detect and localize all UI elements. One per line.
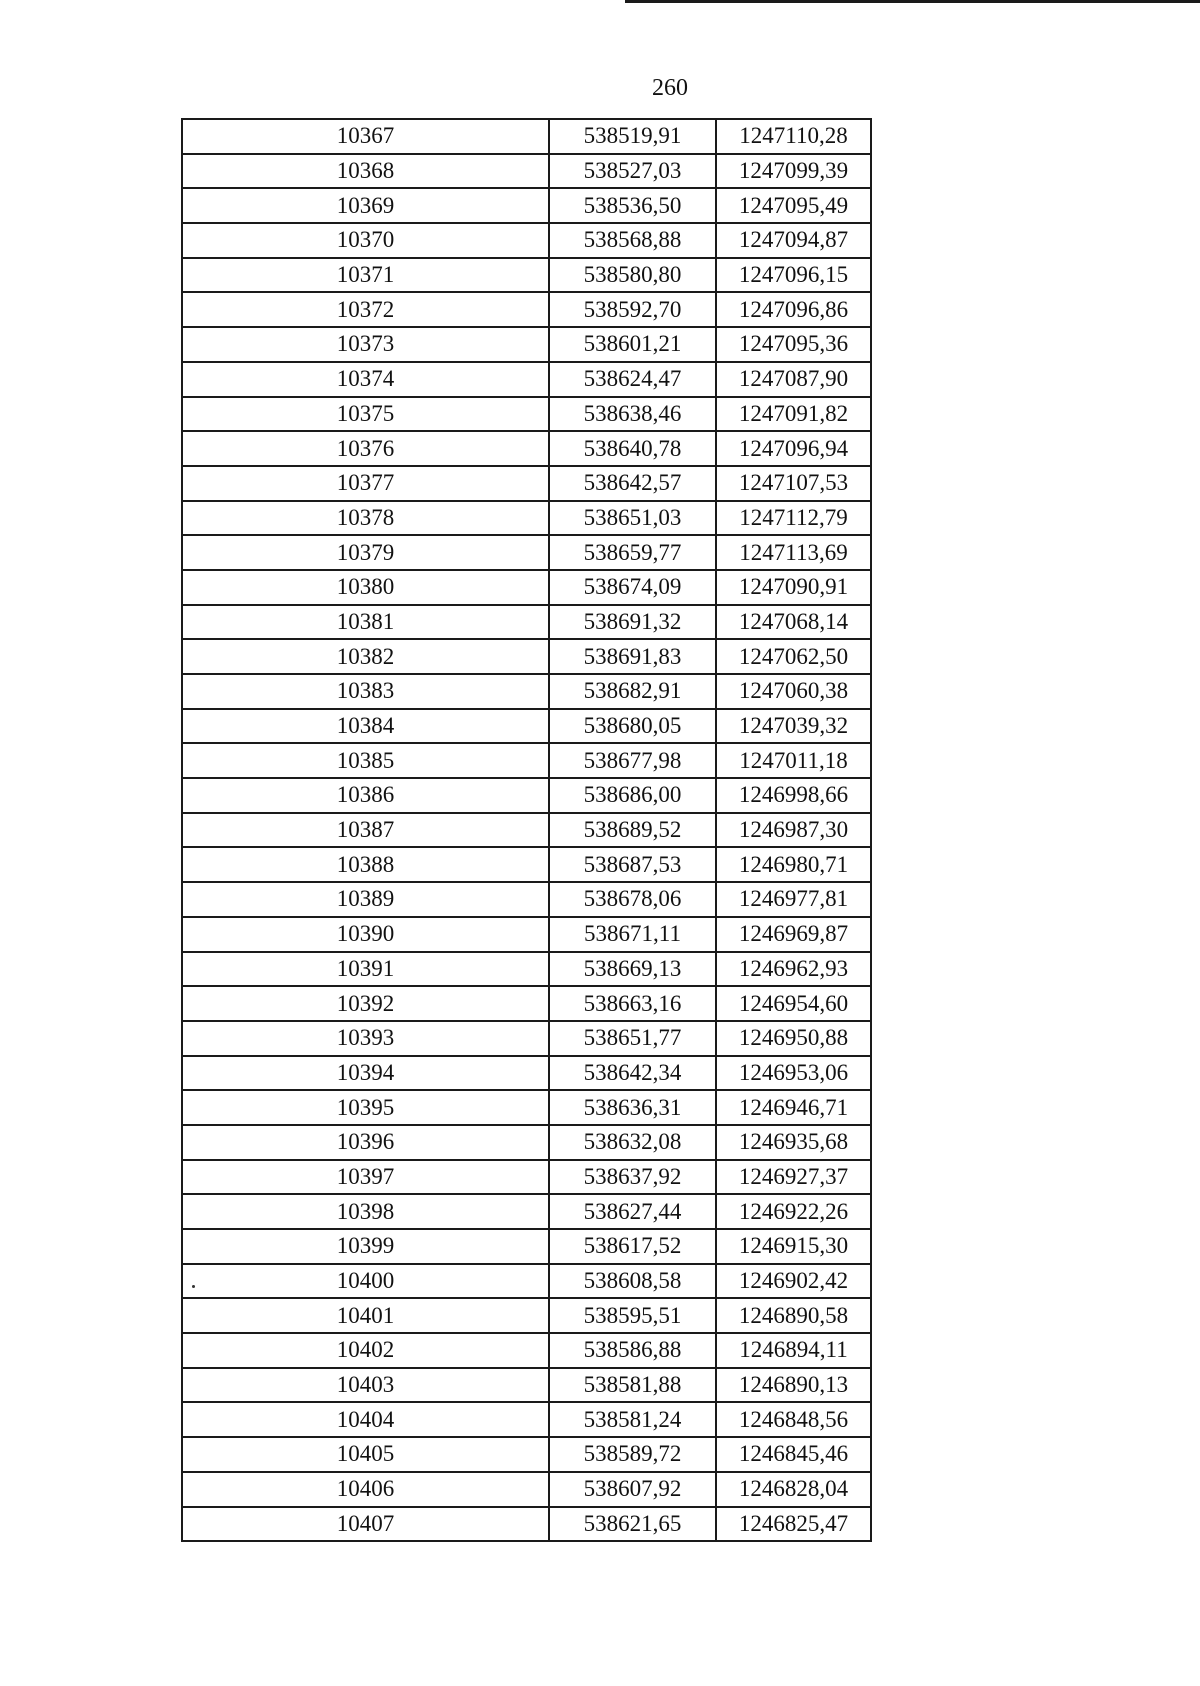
table-row — [182, 1160, 871, 1195]
x-coordinate-cell: 538568,88 — [549, 223, 716, 258]
table-body — [182, 119, 871, 1541]
y-coordinate-cell: 1246825,47 — [716, 1507, 871, 1542]
point-number-cell: 10406 — [182, 1472, 549, 1507]
point-number-cell: 10385 — [182, 743, 549, 778]
x-coordinate-cell: 538640,78 — [549, 431, 716, 466]
y-coordinate-cell: 1246935,68 — [716, 1125, 871, 1160]
y-coordinate-cell: 1247110,28 — [716, 119, 871, 154]
x-coordinate-cell: 538601,21 — [549, 327, 716, 362]
point-number-cell: 10403 — [182, 1368, 549, 1403]
x-coordinate-cell: 538527,03 — [549, 154, 716, 189]
point-number-cell: 10383 — [182, 674, 549, 709]
point-number-cell: 10397 — [182, 1160, 549, 1195]
table-row — [182, 397, 871, 432]
point-number-cell: 10388 — [182, 847, 549, 882]
y-coordinate-cell: 1247096,15 — [716, 258, 871, 293]
table-row — [182, 1472, 871, 1507]
table-row — [182, 986, 871, 1021]
y-coordinate-cell: 1247062,50 — [716, 639, 871, 674]
y-coordinate-cell: 1247096,86 — [716, 292, 871, 327]
table-row — [182, 535, 871, 570]
table-row — [182, 952, 871, 987]
y-coordinate-cell: 1247094,87 — [716, 223, 871, 258]
y-coordinate-cell: 1246922,26 — [716, 1194, 871, 1229]
point-number-cell: 10368 — [182, 154, 549, 189]
y-coordinate-cell: 1246950,88 — [716, 1021, 871, 1056]
table-row — [182, 1021, 871, 1056]
y-coordinate-cell: 1247095,49 — [716, 188, 871, 223]
y-coordinate-cell: 1247087,90 — [716, 362, 871, 397]
y-coordinate-cell: 1247096,94 — [716, 431, 871, 466]
point-number-cell: 10396 — [182, 1125, 549, 1160]
point-number-cell: 10400 — [182, 1264, 549, 1299]
x-coordinate-cell: 538642,57 — [549, 466, 716, 501]
x-coordinate-cell: 538608,58 — [549, 1264, 716, 1299]
table-row — [182, 1125, 871, 1160]
x-coordinate-cell: 538691,32 — [549, 605, 716, 640]
y-coordinate-cell: 1246848,56 — [716, 1402, 871, 1437]
x-coordinate-cell: 538586,88 — [549, 1333, 716, 1368]
y-coordinate-cell: 1247060,38 — [716, 674, 871, 709]
x-coordinate-cell: 538682,91 — [549, 674, 716, 709]
table-row — [182, 258, 871, 293]
x-coordinate-cell: 538589,72 — [549, 1437, 716, 1472]
point-number-cell: 10389 — [182, 882, 549, 917]
table-row — [182, 813, 871, 848]
table-row — [182, 1229, 871, 1264]
point-number-cell: 10373 — [182, 327, 549, 362]
point-number-cell: 10407 — [182, 1507, 549, 1542]
y-coordinate-cell: 1246946,71 — [716, 1090, 871, 1125]
table-row — [182, 327, 871, 362]
point-number-cell: 10402 — [182, 1333, 549, 1368]
y-coordinate-cell: 1246977,81 — [716, 882, 871, 917]
x-coordinate-cell: 538580,80 — [549, 258, 716, 293]
table-row — [182, 1056, 871, 1091]
top-rule — [625, 0, 1200, 3]
y-coordinate-cell: 1247095,36 — [716, 327, 871, 362]
y-coordinate-cell: 1246998,66 — [716, 778, 871, 813]
table-row — [182, 188, 871, 223]
point-number-cell: 10380 — [182, 570, 549, 605]
table-row — [182, 847, 871, 882]
x-coordinate-cell: 538678,06 — [549, 882, 716, 917]
x-coordinate-cell: 538581,24 — [549, 1402, 716, 1437]
table-row — [182, 1090, 871, 1125]
y-coordinate-cell: 1246927,37 — [716, 1160, 871, 1195]
point-number-cell: 10399 — [182, 1229, 549, 1264]
table-row — [182, 709, 871, 744]
point-number-cell: 10404 — [182, 1402, 549, 1437]
table-row — [182, 1194, 871, 1229]
y-coordinate-cell: 1246954,60 — [716, 986, 871, 1021]
y-coordinate-cell: 1246894,11 — [716, 1333, 871, 1368]
y-coordinate-cell: 1247091,82 — [716, 397, 871, 432]
table-row — [182, 1507, 871, 1542]
y-coordinate-cell: 1247099,39 — [716, 154, 871, 189]
y-coordinate-cell: 1247113,69 — [716, 535, 871, 570]
point-number-cell: 10381 — [182, 605, 549, 640]
table-row — [182, 1368, 871, 1403]
scan-speck — [192, 1285, 195, 1288]
point-number-cell: 10392 — [182, 986, 549, 1021]
x-coordinate-cell: 538674,09 — [549, 570, 716, 605]
y-coordinate-cell: 1246902,42 — [716, 1264, 871, 1299]
y-coordinate-cell: 1246980,71 — [716, 847, 871, 882]
page-number: 260 — [652, 75, 688, 101]
table-row — [182, 882, 871, 917]
y-coordinate-cell: 1247090,91 — [716, 570, 871, 605]
point-number-cell: 10379 — [182, 535, 549, 570]
y-coordinate-cell: 1246890,58 — [716, 1298, 871, 1333]
point-number-cell: 10386 — [182, 778, 549, 813]
table-row — [182, 292, 871, 327]
table-row — [182, 570, 871, 605]
point-number-cell: 10398 — [182, 1194, 549, 1229]
x-coordinate-cell: 538617,52 — [549, 1229, 716, 1264]
x-coordinate-cell: 538638,46 — [549, 397, 716, 432]
x-coordinate-cell: 538669,13 — [549, 952, 716, 987]
table-row — [182, 362, 871, 397]
x-coordinate-cell: 538686,00 — [549, 778, 716, 813]
x-coordinate-cell: 538592,70 — [549, 292, 716, 327]
point-number-cell: 10370 — [182, 223, 549, 258]
y-coordinate-cell: 1246890,13 — [716, 1368, 871, 1403]
x-coordinate-cell: 538687,53 — [549, 847, 716, 882]
table-row — [182, 466, 871, 501]
table-row — [182, 501, 871, 536]
point-number-cell: 10382 — [182, 639, 549, 674]
point-number-cell: 10378 — [182, 501, 549, 536]
point-number-cell: 10384 — [182, 709, 549, 744]
coordinates-table — [181, 118, 872, 1542]
point-number-cell: 10372 — [182, 292, 549, 327]
table-row — [182, 778, 871, 813]
table-row — [182, 1264, 871, 1299]
table-row — [182, 223, 871, 258]
point-number-cell: 10391 — [182, 952, 549, 987]
y-coordinate-cell: 1246915,30 — [716, 1229, 871, 1264]
point-number-cell: 10394 — [182, 1056, 549, 1091]
y-coordinate-cell: 1247068,14 — [716, 605, 871, 640]
x-coordinate-cell: 538636,31 — [549, 1090, 716, 1125]
x-coordinate-cell: 538642,34 — [549, 1056, 716, 1091]
x-coordinate-cell: 538637,92 — [549, 1160, 716, 1195]
y-coordinate-cell: 1247039,32 — [716, 709, 871, 744]
x-coordinate-cell: 538659,77 — [549, 535, 716, 570]
x-coordinate-cell: 538536,50 — [549, 188, 716, 223]
x-coordinate-cell: 538663,16 — [549, 986, 716, 1021]
y-coordinate-cell: 1246828,04 — [716, 1472, 871, 1507]
x-coordinate-cell: 538651,03 — [549, 501, 716, 536]
y-coordinate-cell: 1246969,87 — [716, 917, 871, 952]
x-coordinate-cell: 538632,08 — [549, 1125, 716, 1160]
table-row — [182, 605, 871, 640]
x-coordinate-cell: 538627,44 — [549, 1194, 716, 1229]
point-number-cell: 10390 — [182, 917, 549, 952]
table-row — [182, 119, 871, 154]
point-number-cell: 10371 — [182, 258, 549, 293]
table-row — [182, 674, 871, 709]
point-number-cell: 10401 — [182, 1298, 549, 1333]
x-coordinate-cell: 538621,65 — [549, 1507, 716, 1542]
y-coordinate-cell: 1246953,06 — [716, 1056, 871, 1091]
table-row — [182, 743, 871, 778]
point-number-cell: 10376 — [182, 431, 549, 466]
table-row — [182, 639, 871, 674]
table-row — [182, 154, 871, 189]
y-coordinate-cell: 1247107,53 — [716, 466, 871, 501]
x-coordinate-cell: 538671,11 — [549, 917, 716, 952]
y-coordinate-cell: 1246962,93 — [716, 952, 871, 987]
y-coordinate-cell: 1247011,18 — [716, 743, 871, 778]
x-coordinate-cell: 538581,88 — [549, 1368, 716, 1403]
x-coordinate-cell: 538595,51 — [549, 1298, 716, 1333]
table-row — [182, 431, 871, 466]
table-row — [182, 1402, 871, 1437]
point-number-cell: 10395 — [182, 1090, 549, 1125]
y-coordinate-cell: 1246845,46 — [716, 1437, 871, 1472]
point-number-cell: 10387 — [182, 813, 549, 848]
x-coordinate-cell: 538689,52 — [549, 813, 716, 848]
x-coordinate-cell: 538651,77 — [549, 1021, 716, 1056]
x-coordinate-cell: 538519,91 — [549, 119, 716, 154]
table-row — [182, 1437, 871, 1472]
x-coordinate-cell: 538691,83 — [549, 639, 716, 674]
x-coordinate-cell: 538607,92 — [549, 1472, 716, 1507]
y-coordinate-cell: 1246987,30 — [716, 813, 871, 848]
point-number-cell: 10367 — [182, 119, 549, 154]
table-row — [182, 917, 871, 952]
point-number-cell: 10374 — [182, 362, 549, 397]
point-number-cell: 10405 — [182, 1437, 549, 1472]
point-number-cell: 10375 — [182, 397, 549, 432]
x-coordinate-cell: 538677,98 — [549, 743, 716, 778]
point-number-cell: 10369 — [182, 188, 549, 223]
point-number-cell: 10393 — [182, 1021, 549, 1056]
x-coordinate-cell: 538624,47 — [549, 362, 716, 397]
y-coordinate-cell: 1247112,79 — [716, 501, 871, 536]
point-number-cell: 10377 — [182, 466, 549, 501]
table-row — [182, 1333, 871, 1368]
x-coordinate-cell: 538680,05 — [549, 709, 716, 744]
table-row — [182, 1298, 871, 1333]
